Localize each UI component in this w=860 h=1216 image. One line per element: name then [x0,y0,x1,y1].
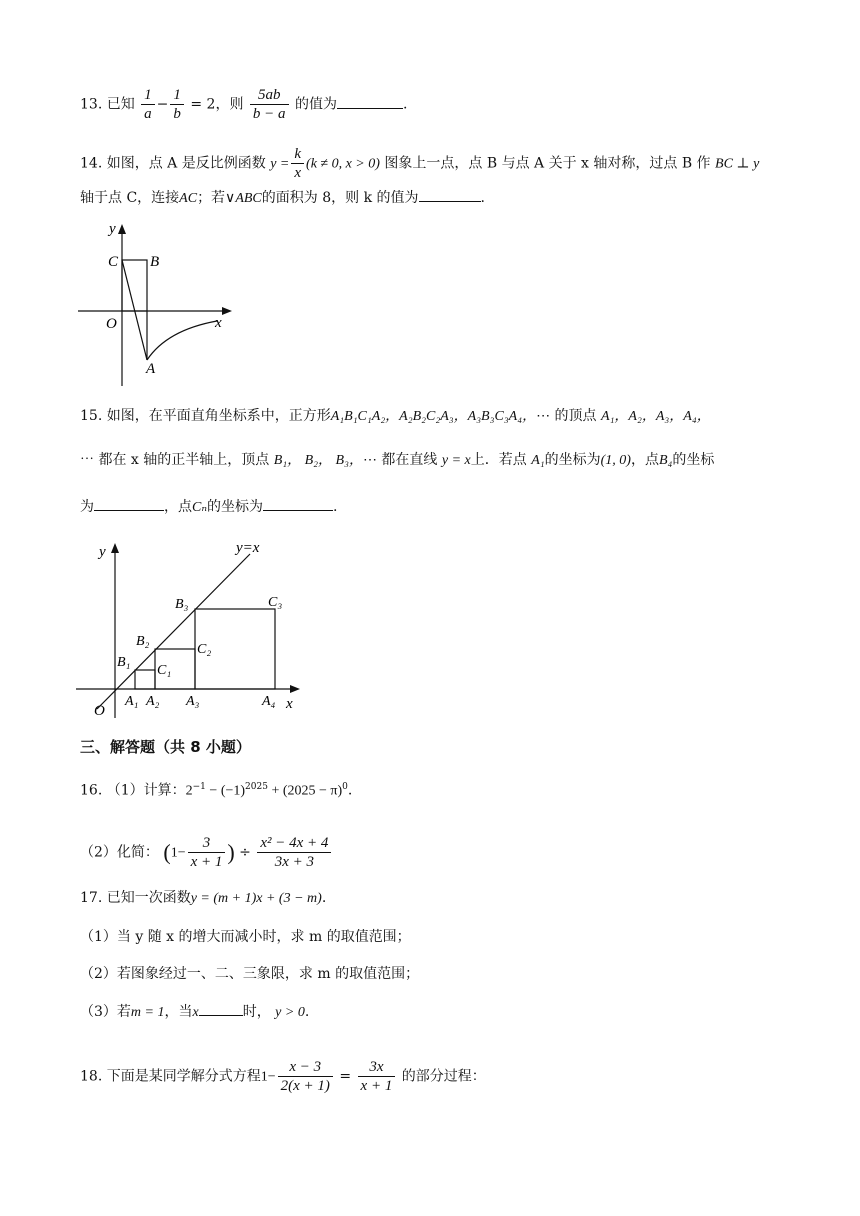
fraction-5ab: $\frac{5ab}{b - a}$ [250,86,289,123]
question-15-line-3: 为 ，点Cₙ的坐标为 . [80,496,337,518]
question-number: 16. [80,782,103,799]
question-14-line-2: 轴于点 C，连接AC；若∨ABC的面积为 8，则 k 的值为 . [80,187,485,209]
line-y-equals-x [97,554,250,709]
label-a2: A₂ [146,694,160,709]
hyperbola-curve [147,321,217,360]
x-axis-arrow [222,307,232,315]
question-17-stem: 17. 已知一次函数y = (m + 1)x + (3 − m). [80,890,327,906]
answer-blank-b4[interactable] [94,496,164,511]
label-c: C [108,254,119,270]
answer-blank[interactable] [419,187,481,202]
question-15-line-2: ⋯ 都在 x 轴的正半轴上，顶点 B₁， B₂， B₃，⋯ 都在直线 y = x上．若点 A₁的坐标为(1, 0)，点B₄的坐标 [80,452,715,468]
rectangle-obcb [122,260,147,311]
y-axis-arrow [118,224,126,234]
label-c2: C₂ [197,642,212,657]
answer-blank-cn[interactable] [263,496,333,511]
label-o: O [106,316,117,332]
fraction-x-minus-3: $\frac{x - 3}{2(x + 1)}$ [278,1058,333,1095]
label-b3: B₃ [175,597,189,612]
fraction-3x: $\frac{3x}{x + 1}$ [358,1058,396,1095]
question-17-part-2: （2）若图象经过一、二、三象限，求 m 的取值范围； [80,966,420,982]
y-axis-arrow [111,543,119,553]
question-15-line-1: 15. 如图，在平面直角坐标系中，正方形A₁B₁C₁A₂，A₂B₂C₂A₃，A₃B₃C₃A₄，⋯ 的顶点 A₁，A₂，A₃，A₄， [80,408,711,424]
square-1 [135,670,155,689]
label-c1: C₁ [157,663,172,678]
label-o: O [94,703,105,719]
figure-q15 [72,532,312,722]
fraction-k-over-x: $\frac{k}{x}$ [291,145,304,182]
segment-ac [122,260,147,360]
section-heading: 三、解答题（共 8 小题） [80,738,251,756]
label-y: y [99,544,106,560]
answer-blank[interactable] [199,1001,243,1016]
question-17-part-3: （3）若m = 1，当x 时， y > 0. [80,1001,309,1023]
label-x: x [286,696,293,712]
fraction-1-over-a: $\frac{1}{a}$ [141,86,155,123]
label-line: y=x [236,540,260,556]
question-number: 13. [80,96,103,113]
figure-q14 [72,218,242,393]
label-b1: B₁ [117,655,131,670]
label-a1: A₁ [125,694,139,709]
label-b: B [150,254,160,270]
fraction-3-over-x-plus-1: $\frac{3}{x + 1}$ [188,834,226,871]
label-x: x [215,315,222,331]
question-number: 18. [80,1068,103,1085]
question-number: 14. [80,155,103,172]
question-14-line-1: 14. 如图，点 A 是反比例函数 y = $\frac{k}{x}$ (k ≠ 0, x > 0) 图象上一点，点 B 与点 A 关于 x 轴对称，过点 B 作 BC ⊥ y [80,146,760,181]
label-a: A [146,361,156,377]
question-number: 17. [80,890,103,906]
question-number: 15. [80,408,103,424]
question-18: 18. 下面是某同学解分式方程1− $\frac{x - 3}{2(x + 1)}$ = $\frac{3x}{x + 1}$ 的部分过程： [80,1059,486,1094]
x-axis-arrow [290,685,300,693]
answer-blank[interactable] [337,94,403,109]
question-13: 13. 已知 $\frac{1}{a}$ − $\frac{1}{b}$ = 2，则 $\frac{5ab}{b - a}$ 的值为 . [80,87,408,122]
fraction-quadratic: $\frac{\text{x² − 4x + 4}}{3x + 3}$ [257,834,331,871]
question-17-part-1: （1）当 y 随 x 的增大而减小时，求 m 的取值范围； [80,929,411,945]
label-a3: A₃ [186,694,200,709]
question-16-part-2: （2）化简： (1− $\frac{3}{x + 1}$ ) ÷ $\frac{\text{x² − 4x + 4}}{3x + 3}$ [80,834,333,871]
label-y: y [109,221,116,237]
question-16-part-1: 16. （1）计算：$2^{-1} - (-1)^{2025} + (2025 - \pi)^0$. [80,782,353,799]
label-b2: B₂ [136,634,150,649]
fraction-1-over-b: $\frac{1}{b}$ [170,86,184,123]
label-c3: C₃ [268,595,283,610]
label-a4: A₄ [262,694,276,709]
